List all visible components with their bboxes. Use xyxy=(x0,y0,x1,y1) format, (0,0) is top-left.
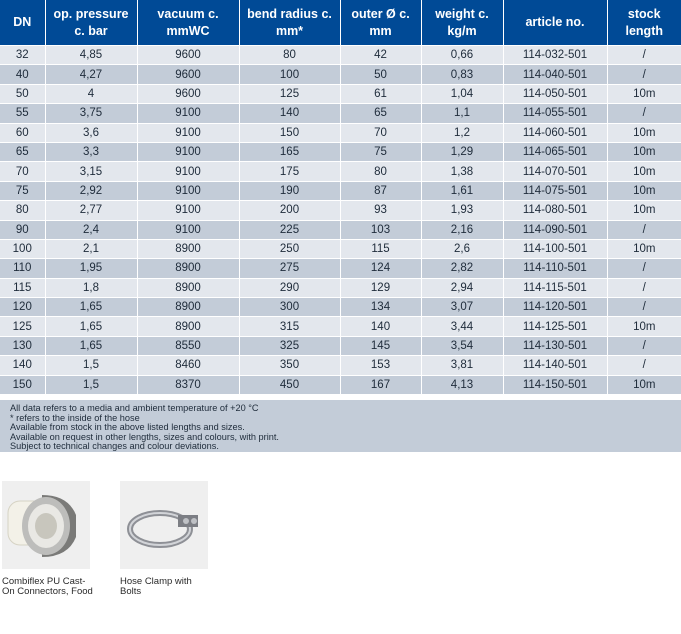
table-cell: 150 xyxy=(239,123,340,142)
table-row xyxy=(0,84,681,103)
note-line: * refers to the inside of the hose xyxy=(10,412,140,423)
table-cell: 93 xyxy=(340,201,421,220)
column-header xyxy=(45,0,137,46)
table-cell: 0,66 xyxy=(421,46,503,65)
table-cell: 200 xyxy=(239,201,340,220)
table-cell: 114-055-501 xyxy=(503,104,607,123)
table-cell: 2,82 xyxy=(421,259,503,278)
table-cell: 3,15 xyxy=(45,162,137,181)
table-row xyxy=(0,375,681,394)
table-cell: 10m xyxy=(607,317,681,336)
table-cell: 140 xyxy=(239,104,340,123)
table-cell: 1,65 xyxy=(45,317,137,336)
table-cell: 9600 xyxy=(137,46,239,65)
table-cell: 50 xyxy=(340,65,421,84)
table-cell: 2,6 xyxy=(421,239,503,258)
table-cell: 90 xyxy=(0,220,45,239)
note-line: All data refers to a media and ambient temperature of +20 °C xyxy=(10,403,259,413)
table-cell: 130 xyxy=(0,336,45,355)
table-cell: 1,95 xyxy=(45,259,137,278)
table-cell: 153 xyxy=(340,356,421,375)
table-cell: / xyxy=(607,336,681,355)
table-cell: 9100 xyxy=(137,220,239,239)
table-cell: 114-050-501 xyxy=(503,84,607,103)
table-cell: 315 xyxy=(239,317,340,336)
table-cell: 80 xyxy=(239,46,340,65)
table-cell: 225 xyxy=(239,220,340,239)
table-cell: 3,44 xyxy=(421,317,503,336)
table-cell: 9100 xyxy=(137,123,239,142)
table-cell: 125 xyxy=(239,84,340,103)
table-cell: 150 xyxy=(0,375,45,394)
table-cell: 114-070-501 xyxy=(503,162,607,181)
table-cell: 4 xyxy=(45,84,137,103)
table-cell: 115 xyxy=(0,278,45,297)
table-cell: 10m xyxy=(607,123,681,142)
table-cell: 114-120-501 xyxy=(503,298,607,317)
table-cell: 1,8 xyxy=(45,278,137,297)
table-cell: 8460 xyxy=(137,356,239,375)
cast-on-connector-icon xyxy=(2,481,90,569)
table-cell: 114-125-501 xyxy=(503,317,607,336)
table-row xyxy=(0,142,681,161)
table-row xyxy=(0,336,681,355)
table-cell: 1,2 xyxy=(421,123,503,142)
table-cell: 100 xyxy=(239,65,340,84)
column-header-line: mmWC xyxy=(166,23,210,38)
hose-clamp-icon xyxy=(120,481,208,569)
table-cell: / xyxy=(607,220,681,239)
table-cell: / xyxy=(607,65,681,84)
table-cell: 1,5 xyxy=(45,356,137,375)
table-cell: 1,29 xyxy=(421,142,503,161)
table-cell: 114-150-501 xyxy=(503,375,607,394)
table-cell: 42 xyxy=(340,46,421,65)
column-header xyxy=(340,0,421,46)
table-cell: 65 xyxy=(0,142,45,161)
column-header-line: length xyxy=(625,23,663,38)
table-cell: 129 xyxy=(340,278,421,297)
column-header-line: op. pressure xyxy=(53,6,129,21)
table-cell: 2,92 xyxy=(45,181,137,200)
table-cell: 3,6 xyxy=(45,123,137,142)
table-row xyxy=(0,104,681,123)
table-cell: 325 xyxy=(239,336,340,355)
table-cell: 2,16 xyxy=(421,220,503,239)
column-header-line: mm xyxy=(369,23,392,38)
table-cell: 8370 xyxy=(137,375,239,394)
column-header xyxy=(503,0,607,46)
table-cell: 1,61 xyxy=(421,181,503,200)
table-row xyxy=(0,162,681,181)
table-cell: 70 xyxy=(340,123,421,142)
table-row xyxy=(0,298,681,317)
table-cell: 61 xyxy=(340,84,421,103)
table-cell: 75 xyxy=(0,181,45,200)
table-cell: 40 xyxy=(0,65,45,84)
table-row xyxy=(0,201,681,220)
table-cell: 290 xyxy=(239,278,340,297)
table-cell: 114-110-501 xyxy=(503,259,607,278)
table-cell: 120 xyxy=(0,298,45,317)
table-cell: 87 xyxy=(340,181,421,200)
table-cell: 114-090-501 xyxy=(503,220,607,239)
table-row xyxy=(0,220,681,239)
table-cell: 65 xyxy=(340,104,421,123)
table-cell: 10m xyxy=(607,375,681,394)
table-cell: 110 xyxy=(0,259,45,278)
notes-section xyxy=(0,400,681,452)
note-line: Available on request in other lengths, sizes and colours, with print. xyxy=(10,431,279,442)
table-cell: 3,75 xyxy=(45,104,137,123)
table-cell: 115 xyxy=(340,239,421,258)
table-cell: 10m xyxy=(607,84,681,103)
column-header-line: weight c. xyxy=(435,6,489,21)
table-row xyxy=(0,259,681,278)
table-cell: 75 xyxy=(340,142,421,161)
column-header xyxy=(421,0,503,46)
table-row xyxy=(0,317,681,336)
table-cell: / xyxy=(607,104,681,123)
table-cell: 0,83 xyxy=(421,65,503,84)
table-cell: / xyxy=(607,46,681,65)
column-header xyxy=(239,0,340,46)
table-cell: / xyxy=(607,298,681,317)
table-cell: 8900 xyxy=(137,317,239,336)
column-header-line: outer Ø c. xyxy=(351,6,410,21)
table-cell: 1,65 xyxy=(45,298,137,317)
column-header-line: vacuum c. xyxy=(157,6,219,21)
product-hose-clamp[interactable] xyxy=(120,481,212,597)
table-cell: 125 xyxy=(0,317,45,336)
column-header-line: article no. xyxy=(525,15,585,29)
table-cell: 9100 xyxy=(137,104,239,123)
table-cell: 140 xyxy=(340,317,421,336)
table-cell: 350 xyxy=(239,356,340,375)
table-cell: 9100 xyxy=(137,142,239,161)
column-header xyxy=(0,0,45,46)
table-cell: 50 xyxy=(0,84,45,103)
table-cell: 114-075-501 xyxy=(503,181,607,200)
table-cell: 140 xyxy=(0,356,45,375)
table-cell: 190 xyxy=(239,181,340,200)
table-cell: 114-140-501 xyxy=(503,356,607,375)
table-cell: 8900 xyxy=(137,298,239,317)
table-cell: 4,85 xyxy=(45,46,137,65)
table-cell: 124 xyxy=(340,259,421,278)
table-cell: 8900 xyxy=(137,259,239,278)
table-cell: 8900 xyxy=(137,239,239,258)
table-cell: / xyxy=(607,259,681,278)
column-header-line: DN xyxy=(13,15,32,29)
table-cell: 114-080-501 xyxy=(503,201,607,220)
table-cell: / xyxy=(607,356,681,375)
table-row xyxy=(0,239,681,258)
table-cell: 114-032-501 xyxy=(503,46,607,65)
table-cell: 275 xyxy=(239,259,340,278)
column-header-line: c. bar xyxy=(74,23,108,38)
table-cell: 1,38 xyxy=(421,162,503,181)
table-cell: 9100 xyxy=(137,201,239,220)
table-row xyxy=(0,46,681,65)
table-cell: 300 xyxy=(239,298,340,317)
table-cell: 2,1 xyxy=(45,239,137,258)
table-row xyxy=(0,356,681,375)
column-header xyxy=(607,0,681,46)
table-cell: 3,07 xyxy=(421,298,503,317)
table-cell: 55 xyxy=(0,104,45,123)
table-cell: 9100 xyxy=(137,181,239,200)
column-header-line: mm* xyxy=(275,23,304,38)
table-cell: 10m xyxy=(607,162,681,181)
table-cell: 167 xyxy=(340,375,421,394)
note-line: Subject to technical changes and colour deviations. xyxy=(10,441,219,451)
table-cell: 175 xyxy=(239,162,340,181)
column-header-line: stock xyxy=(627,6,661,21)
table-cell: 3,81 xyxy=(421,356,503,375)
table-row xyxy=(0,65,681,84)
table-cell: 32 xyxy=(0,46,45,65)
table-cell: 1,5 xyxy=(45,375,137,394)
table-cell: 8550 xyxy=(137,336,239,355)
table-cell: 114-130-501 xyxy=(503,336,607,355)
table-cell: 10m xyxy=(607,201,681,220)
table-cell: 10m xyxy=(607,181,681,200)
column-header-line: kg/m xyxy=(447,23,477,38)
table-cell: 1,65 xyxy=(45,336,137,355)
table-cell: 114-065-501 xyxy=(503,142,607,161)
table-cell: 80 xyxy=(340,162,421,181)
table-cell: 2,77 xyxy=(45,201,137,220)
table-cell: 10m xyxy=(607,239,681,258)
table-cell: 165 xyxy=(239,142,340,161)
column-header xyxy=(137,0,239,46)
table-cell: 114-100-501 xyxy=(503,239,607,258)
table-cell: 8900 xyxy=(137,278,239,297)
table-cell: 9100 xyxy=(137,162,239,181)
table-cell: 103 xyxy=(340,220,421,239)
table-cell: 4,13 xyxy=(421,375,503,394)
table-cell: 3,3 xyxy=(45,142,137,161)
product-cast-on-connector[interactable] xyxy=(2,481,94,597)
table-cell: 100 xyxy=(0,239,45,258)
table-cell: 9600 xyxy=(137,84,239,103)
table-cell: 2,4 xyxy=(45,220,137,239)
table-row xyxy=(0,278,681,297)
table-row xyxy=(0,123,681,142)
table-cell: 145 xyxy=(340,336,421,355)
table-cell: 1,1 xyxy=(421,104,503,123)
table-cell: 250 xyxy=(239,239,340,258)
table-row xyxy=(0,181,681,200)
product-caption: Combiflex PU Cast-On Connectors, Food xyxy=(2,576,93,597)
table-cell: 114-040-501 xyxy=(503,65,607,84)
table-cell: 9600 xyxy=(137,65,239,84)
table-cell: / xyxy=(607,278,681,297)
table-cell: 70 xyxy=(0,162,45,181)
table-cell: 1,93 xyxy=(421,201,503,220)
table-body xyxy=(0,46,681,395)
product-caption: Hose Clamp with Bolts xyxy=(120,576,192,597)
table-cell: 10m xyxy=(607,142,681,161)
table-cell: 3,54 xyxy=(421,336,503,355)
table-cell: 80 xyxy=(0,201,45,220)
table-cell: 4,27 xyxy=(45,65,137,84)
note-line: Available from stock in the above listed lengths and sizes. xyxy=(10,422,245,432)
table-cell: 1,04 xyxy=(421,84,503,103)
table-header-row xyxy=(0,0,681,46)
table-cell: 2,94 xyxy=(421,278,503,297)
column-header-line: bend radius c. xyxy=(247,6,332,21)
table-cell: 134 xyxy=(340,298,421,317)
table-cell: 60 xyxy=(0,123,45,142)
table-cell: 450 xyxy=(239,375,340,394)
table-cell: 114-115-501 xyxy=(503,278,607,297)
table-cell: 114-060-501 xyxy=(503,123,607,142)
